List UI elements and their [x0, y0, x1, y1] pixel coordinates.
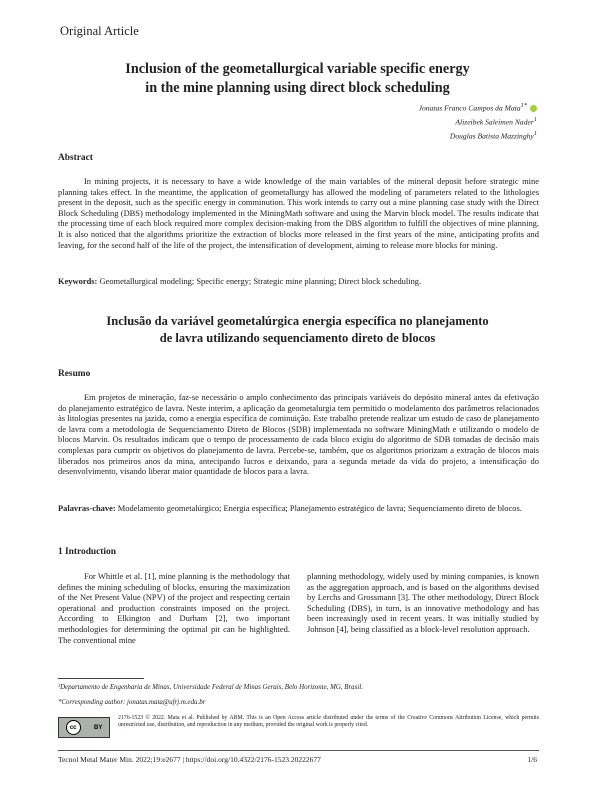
journal-citation[interactable]: Tecnol Metal Mater Min. 2022;19:e2677 | https://doi.org/10.4322/2176-1523.20222677 [58, 755, 321, 764]
palavras-chave-text: Modelamento geometalúrgico; Energia específica; Planejamento estratégico de lavra; Sequenciamento direto de blocos. [117, 503, 522, 513]
author-name[interactable]: Alizeibek Saleimen Nader [455, 117, 534, 127]
by-icon: BY [93, 724, 103, 731]
resumo-heading: Resumo [58, 369, 91, 379]
title-pt-line: de lavra utilizando sequenciamento direto de blocos [159, 331, 436, 345]
introduction-column-left [58, 571, 290, 645]
title-pt-line: Inclusão da variável geometalúrgica energia específica no planejamento [106, 314, 489, 328]
keywords-text: Geometallurgical modeling; Specific energy; Strategic mine planning; Direct block scheduling. [99, 276, 422, 286]
cc-by-license-icon[interactable] [58, 717, 110, 738]
author-entry [419, 114, 537, 128]
orcid-icon[interactable] [530, 105, 537, 112]
abstract-body [58, 176, 539, 250]
author-list [419, 100, 537, 142]
corresponding-author-footnote[interactable]: *Corresponding author: jonatas.mata@ufrj.m.edu.br [58, 699, 206, 706]
article-title-pt [60, 313, 535, 347]
introduction-text: planning methodology, widely used by mining companies, is known as the aggregation approach, and is based on the algorithms devised by Lerchs and Grossmann [3]. The other methodology, Direct Block Scheduling (DBS), in turn, is an innovative methodology and has been increasingly used in recent years. It was initially studied by Johnson [4], being classified as a block-level resolution approach. [307, 571, 539, 634]
abstract-heading: Abstract [58, 153, 93, 163]
title-en-line: in the mine planning using direct block scheduling [145, 80, 450, 96]
license-text: 2176-1523 © 2022. Mata et al. Published by ABM. This is an Open Access article distributed under the terms of the Creative Commons Attribution License, which permits unrestricted use, distribution, and reproduction in any medium, provided the original work is properly cited. [118, 715, 539, 729]
author-affiliation-mark: 1* [520, 102, 527, 109]
abstract-keywords [58, 276, 539, 287]
introduction-text: For Whittle et al. [1], mine planning is the methodology that defines the mining scheduling of blocks, ensuring the maximization of the Net Present Value (NPV) of the project and respecting certain operational and production constraints imposed on the project. According to Elkington and Durham [2], two important methodologies for determining the optimal pit can be highlighted. The conventional mine [58, 571, 290, 645]
palavras-chave-label: Palavras-chave: [58, 503, 116, 513]
article-title-en [60, 60, 535, 98]
affiliation-footnote: ¹Departamento de Engenharia de Minas, Universidade Federal de Minas Gerais, Belo Horizonte, MG, Brasil. [58, 684, 363, 691]
author-entry [419, 100, 537, 114]
footnote-divider [58, 678, 144, 679]
author-name[interactable]: Douglas Batista Mazzinghy [449, 131, 534, 141]
title-en-line: Inclusion of the geometallurgical variable specific energy [125, 61, 470, 77]
resumo-text: Em projetos de mineração, faz-se necessário o amplo conhecimento das principais variáveis do depósito mineral antes da efetivação do planejamento estratégico de lavra. Neste interim, a aplicação da geometalurgia tem permitido o modelamento dos parâmetros relacionados às litologias presentes na jazida, como a energia específica de cominuição. Este trabalho pretende realizar um estudo de caso de planejamento de lavra com a metodologia de Sequenciamento Direto de Blocos (SDB) implementada no software MiningMath e utilizando o modelo de blocos Marvin. Os resultados indicam que o tempo de processamento de cada bloco exigiu do algoritmo de SDB tomadas de decisão mais complexas para cumprir os objetivos do planejamento de lavra. Percebe-se, também, que os algoritmos priorizam a extração de blocos mais liberados nos primeiros anos da mina, antecipando lucros e deixando, para a segunda metade da vida do projeto, a intensificação do desenvolvimento, visando liberar maior quantidade de blocos para a lavra. [58, 392, 539, 477]
author-affiliation-mark: 1 [533, 130, 537, 138]
abstract-text: In mining projects, it is necessary to have a wide knowledge of the main variables of the mineral deposit before strategic mine planning takes effect. In the meantime, the application of geometallurgy has allowed the modeling of parameters related to the lithologies present in the deposit, such as the specific energy in comminution. This work intends to carry out a mine planning case study with the Direct Block Scheduling (DBS) methodology implemented in the MiningMath software and using the Marvin block model. The results indicate that the processing time of each block required more complex decision-making from the DBS algorithm to fulfill the objectives of mine planning. It is also noticed that the algorithms prioritize the extraction of blocks more released in the first years of the mine, anticipating profits and leaving, for the second half of the life of the project, the intensification of development, aiming to release more blocks for mining. [58, 176, 539, 250]
resumo-body [58, 392, 539, 477]
cc-icon: cc [66, 720, 81, 735]
author-entry [419, 128, 537, 142]
keywords-label: Keywords: [58, 276, 98, 286]
resumo-keywords [58, 503, 539, 514]
footer-divider [58, 750, 539, 751]
introduction-heading: 1 Introduction [58, 547, 116, 557]
introduction-column-right [307, 571, 539, 635]
license-block [58, 715, 539, 738]
author-affiliation-mark: 1 [533, 116, 537, 124]
page-number: 1/6 [527, 755, 537, 764]
article-type-label: Original Article [60, 24, 139, 38]
author-name[interactable]: Jonatas Franco Campos da Mata [418, 103, 521, 113]
